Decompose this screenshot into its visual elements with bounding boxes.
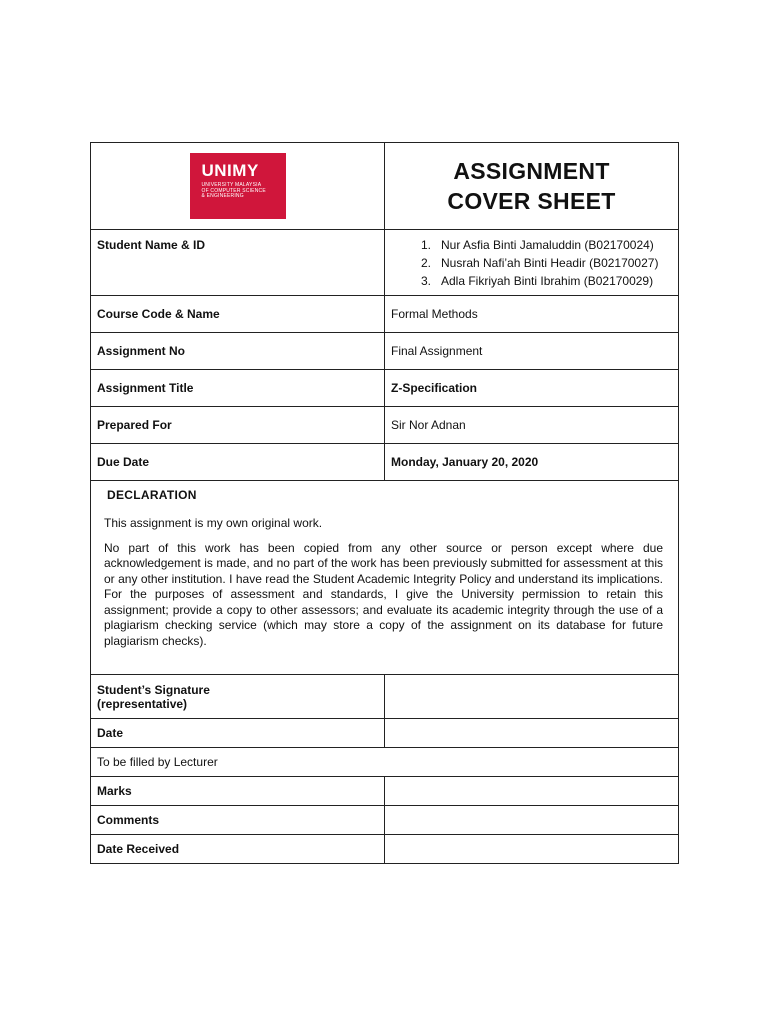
assignment-no-row xyxy=(91,333,679,370)
assignment-title-row xyxy=(91,370,679,407)
lecturer-note-row xyxy=(91,748,679,777)
student-item: 1. Nur Asfia Binti Jamaluddin (B02170024) xyxy=(421,237,654,252)
due-date-label: Due Date xyxy=(91,444,385,481)
date-received-field[interactable] xyxy=(385,835,679,864)
cover-sheet-table xyxy=(90,142,679,864)
declaration-heading: DECLARATION xyxy=(107,488,197,502)
student-list xyxy=(391,236,672,290)
prepared-for-value: Sir Nor Adnan xyxy=(385,407,679,444)
student-row xyxy=(91,230,679,296)
student-item: 3. Adla Fikriyah Binti Ibrahim (B02170029) xyxy=(421,273,654,288)
marks-row xyxy=(91,777,679,806)
assignment-title-value: Z-Specification xyxy=(385,370,679,407)
marks-field[interactable] xyxy=(385,777,679,806)
signature-field[interactable] xyxy=(385,675,679,719)
date-received-label: Date Received xyxy=(91,835,385,864)
signature-label xyxy=(91,675,385,719)
logo-cell xyxy=(91,143,385,230)
assignment-no-label: Assignment No xyxy=(91,333,385,370)
comments-row xyxy=(91,806,679,835)
logo-subtext: UNIVERSITY MALAYSIA OF COMPUTER SCIENCE & ENGINEERING xyxy=(201,182,266,199)
due-date-row xyxy=(91,444,679,481)
student-item: 2. Nusrah Nafi’ah Binti Headir (B02170027) xyxy=(421,255,659,270)
prepared-for-label: Prepared For xyxy=(91,407,385,444)
title-line-2: COVER SHEET xyxy=(447,188,616,214)
title-line-1: ASSIGNMENT xyxy=(453,158,610,184)
title-cell xyxy=(385,143,679,230)
date-label: Date xyxy=(91,719,385,748)
assignment-no-value: Final Assignment xyxy=(385,333,679,370)
course-value: Formal Methods xyxy=(385,296,679,333)
assignment-title-label: Assignment Title xyxy=(91,370,385,407)
logo-wordmark: UNIMY xyxy=(201,161,259,180)
course-row xyxy=(91,296,679,333)
declaration-cell xyxy=(91,481,679,675)
signature-label-line-1: Student’s Signature xyxy=(97,682,210,697)
comments-field[interactable] xyxy=(385,806,679,835)
signature-label-line-2: (representative) xyxy=(97,696,188,711)
due-date-value: Monday, January 20, 2020 xyxy=(385,444,679,481)
header-row xyxy=(91,143,679,230)
signature-row xyxy=(91,675,679,719)
prepared-for-row xyxy=(91,407,679,444)
student-list-cell xyxy=(385,230,679,296)
lecturer-note: To be filled by Lecturer xyxy=(91,748,679,777)
date-row xyxy=(91,719,679,748)
date-received-row xyxy=(91,835,679,864)
marks-label: Marks xyxy=(91,777,385,806)
date-field[interactable] xyxy=(385,719,679,748)
comments-label: Comments xyxy=(91,806,385,835)
course-label: Course Code & Name xyxy=(91,296,385,333)
declaration-paragraph-1: This assignment is my own original work. xyxy=(104,516,323,530)
student-label: Student Name & ID xyxy=(91,230,385,296)
unimy-logo xyxy=(190,153,286,219)
declaration-row xyxy=(91,481,679,675)
declaration-paragraph-2: No part of this work has been copied from any other source or person except where due acknowledgement is made, and no part of the work has been previously submitted for assessment at this or any other institution. I have read the Student Academic Integrity Policy and understand its implications. For the purposes of assessment and standards, I give the University permission to retain this assignment; provide a copy to other assessors; and evaluate its academic integrity through the use of a plagiarism checking service (which may store a copy of the assignment on its database for future plagiarism checks). xyxy=(104,540,663,648)
